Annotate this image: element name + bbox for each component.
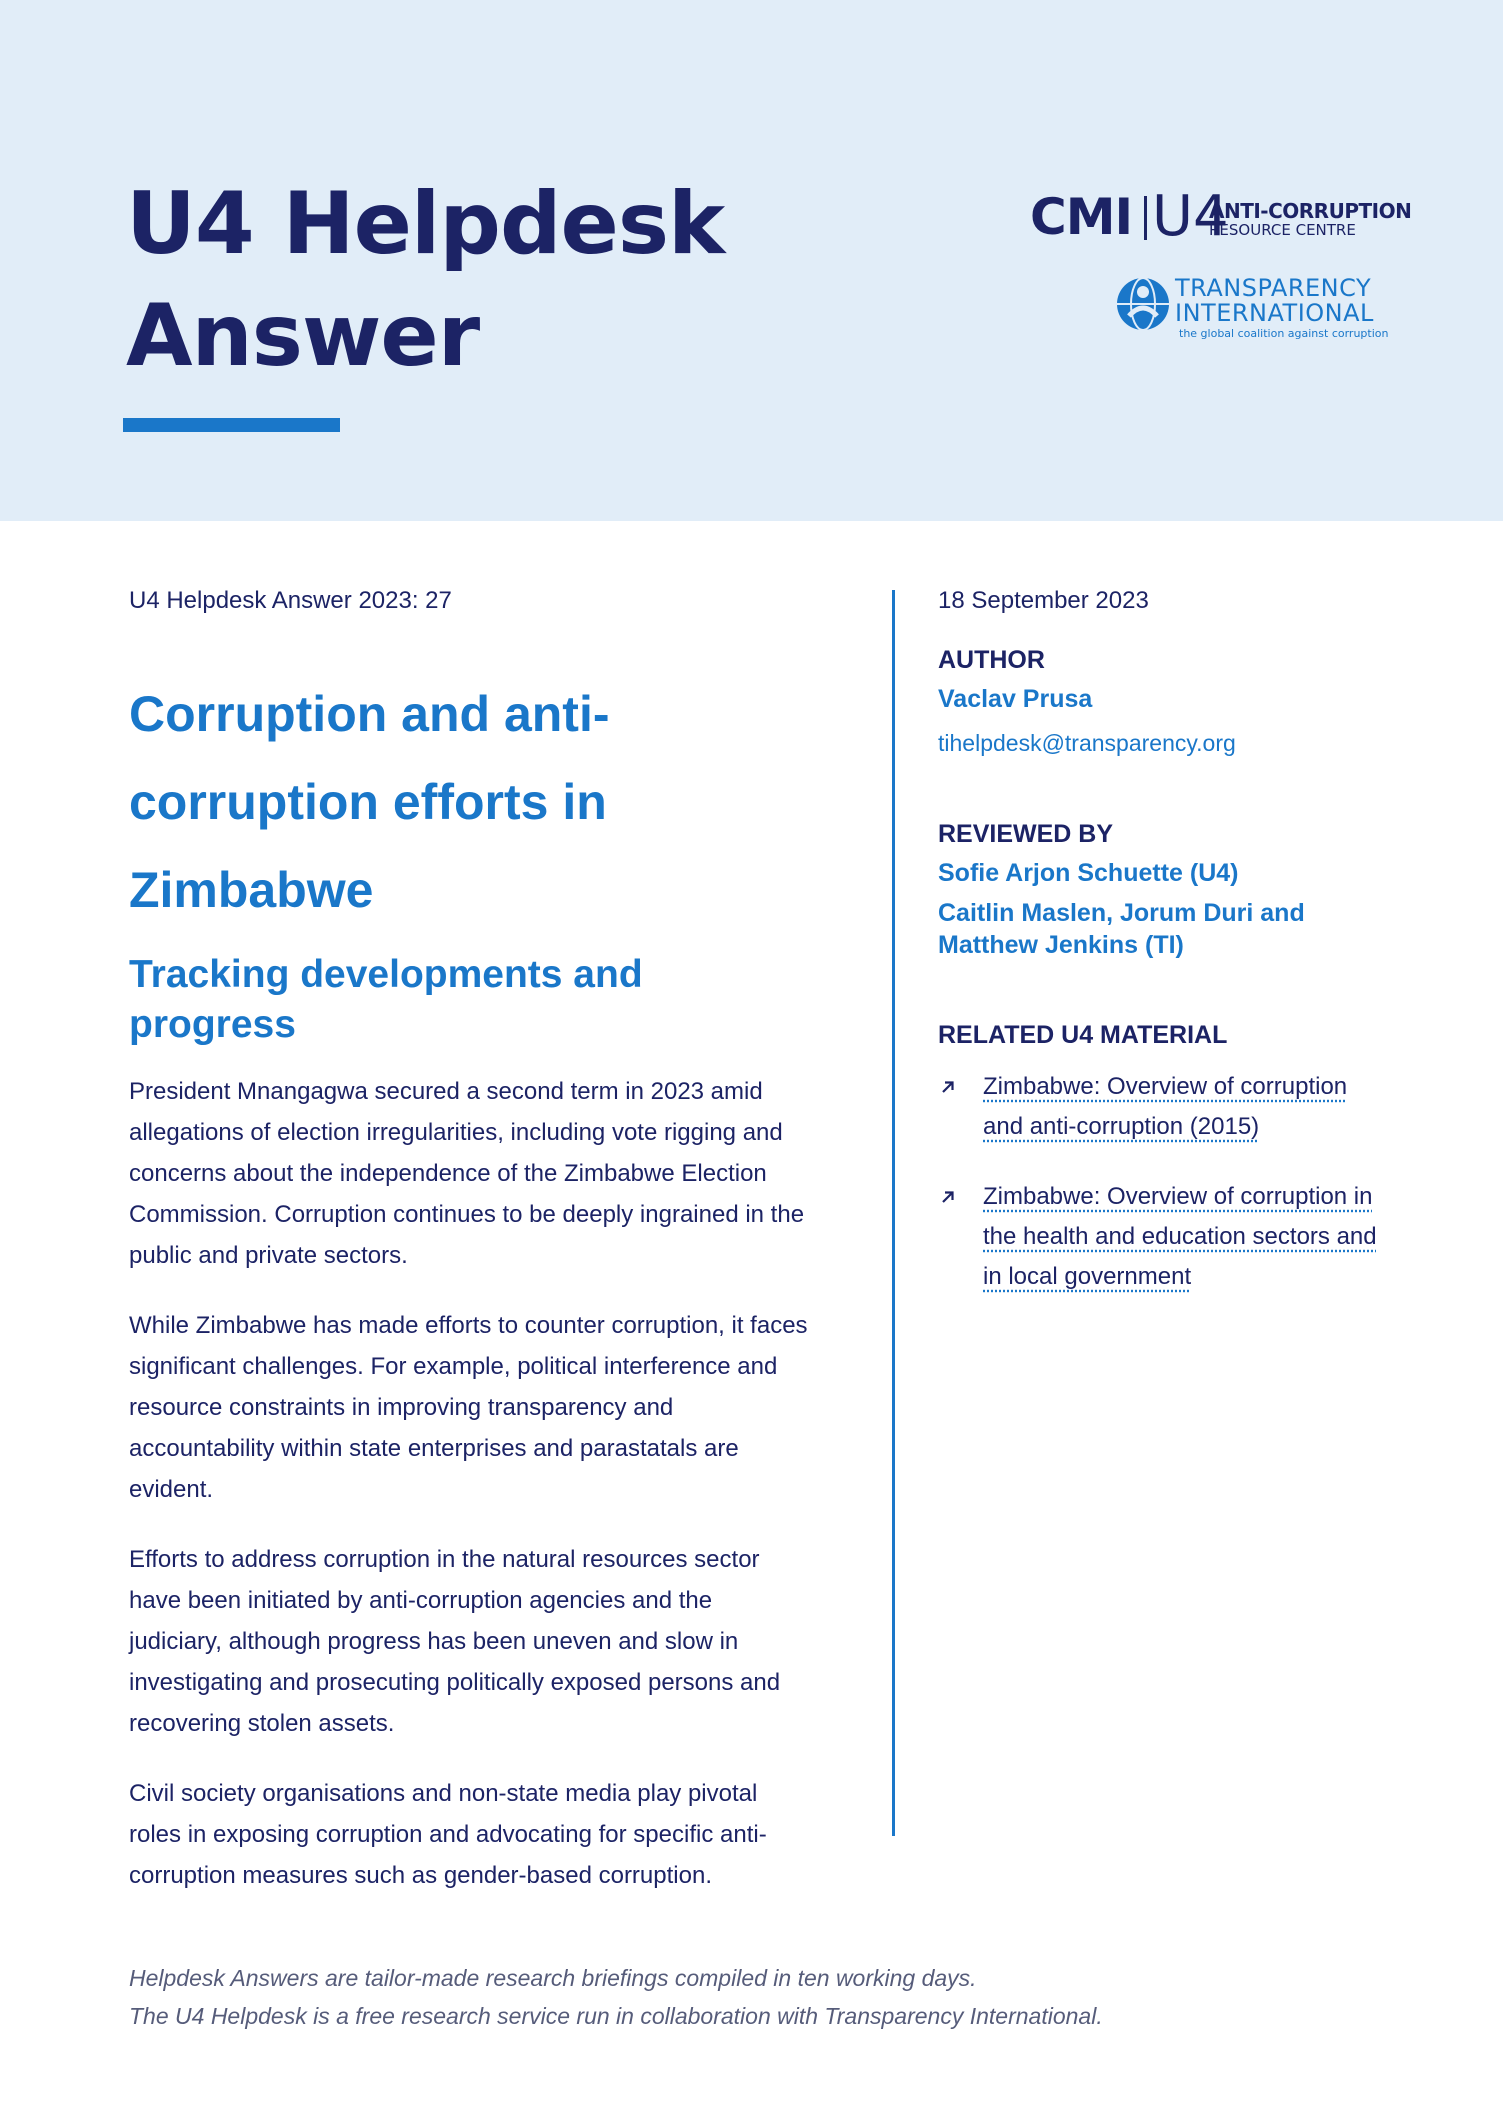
- footer-line1: Helpdesk Answers are tailor-made research briefings compiled in ten working days.: [129, 1965, 977, 1991]
- related-material-link[interactable]: Zimbabwe: Overview of corruption and anti-corruption (2015): [983, 1073, 1348, 1140]
- external-arrow-icon: [940, 1079, 956, 1095]
- page-title-line1: U4 Helpdesk: [126, 174, 725, 274]
- column-divider: [892, 590, 895, 1836]
- document-title: Corruption and anti-corruption efforts in Zimbabwe: [129, 686, 610, 918]
- author-label: AUTHOR: [938, 646, 1045, 674]
- related-material-label: RELATED U4 MATERIAL: [938, 1021, 1228, 1049]
- reviewer-name: Caitlin Maslen, Jorum Duri and Matthew Jenkins (TI): [938, 899, 1305, 959]
- ti-logo-line2: INTERNATIONAL: [1175, 299, 1374, 327]
- footer-note: [129, 1959, 1379, 2035]
- u4-logo-mark: U4: [1152, 184, 1229, 249]
- title-accent-bar: [123, 418, 340, 432]
- summary-paragraph: President Mnangagwa secured a second term in 2023 amid allegations of election irregularities, including vote rigging and concerns about the independence of the Zimbabwe Election Commission. Corruption continues to be deeply ingrained in the public and private sectors.: [129, 1078, 805, 1269]
- summary-paragraph: While Zimbabwe has made efforts to counter corruption, it faces significant challenges. For example, political interference and resource constraints in improving transparency and accountability within state enterprises and parastatals are evident.: [129, 1312, 808, 1503]
- related-material-item[interactable]: [938, 1177, 1388, 1297]
- logo-separator: [1144, 196, 1147, 240]
- related-material-link[interactable]: Zimbabwe: Overview of corruption in the health and education sectors and in local government: [983, 1183, 1377, 1290]
- reviewer-name: Sofie Arjon Schuette (U4): [938, 859, 1239, 887]
- reviewed-by-label: REVIEWED BY: [938, 820, 1114, 848]
- cmi-logo-text: CMI: [1030, 188, 1133, 246]
- summary-paragraph: Efforts to address corruption in the natural resources sector have been initiated by anti-corruption agencies and the judiciary, although progress has been uneven and slow in investigating and prosecuting politically exposed persons and recovering stolen assets.: [129, 1546, 781, 1737]
- header-banner: [0, 0, 1503, 521]
- related-material-item[interactable]: [938, 1067, 1388, 1147]
- related-material-list: [938, 1067, 1388, 1297]
- main-column: [129, 586, 809, 1896]
- footer-line2: The U4 Helpdesk is a free research service run in collaboration with Transparency International.: [129, 2003, 1103, 2029]
- transparency-international-logo: [1115, 273, 1405, 345]
- publication-date: 18 September 2023: [938, 587, 1149, 614]
- ti-globe-icon: [1115, 276, 1171, 332]
- sidebar-column: [938, 586, 1388, 1297]
- u4-logo-line2: RESOURCE CENTRE: [1209, 221, 1356, 239]
- ti-logo-line1: TRANSPARENCY: [1175, 274, 1372, 302]
- document-subtitle: Tracking developments and progress: [129, 953, 643, 1046]
- author-name: Vaclav Prusa: [938, 685, 1093, 713]
- contact-email-link[interactable]: tihelpdesk@transparency.org: [938, 730, 1236, 756]
- ti-logo-tagline: the global coalition against corruption: [1179, 327, 1389, 340]
- external-arrow-icon: [940, 1189, 956, 1205]
- page-title: [126, 168, 724, 392]
- u4-logo-line1: ANTI-CORRUPTION: [1209, 199, 1412, 223]
- series-number: U4 Helpdesk Answer 2023: 27: [129, 587, 452, 614]
- summary-paragraph: Civil society organisations and non-state media play pivotal roles in exposing corruption and advocating for specific anti-corruption measures such as gender-based corruption.: [129, 1780, 767, 1889]
- cmi-u4-logo: [1030, 184, 1412, 249]
- page-title-line2: Answer: [126, 286, 480, 386]
